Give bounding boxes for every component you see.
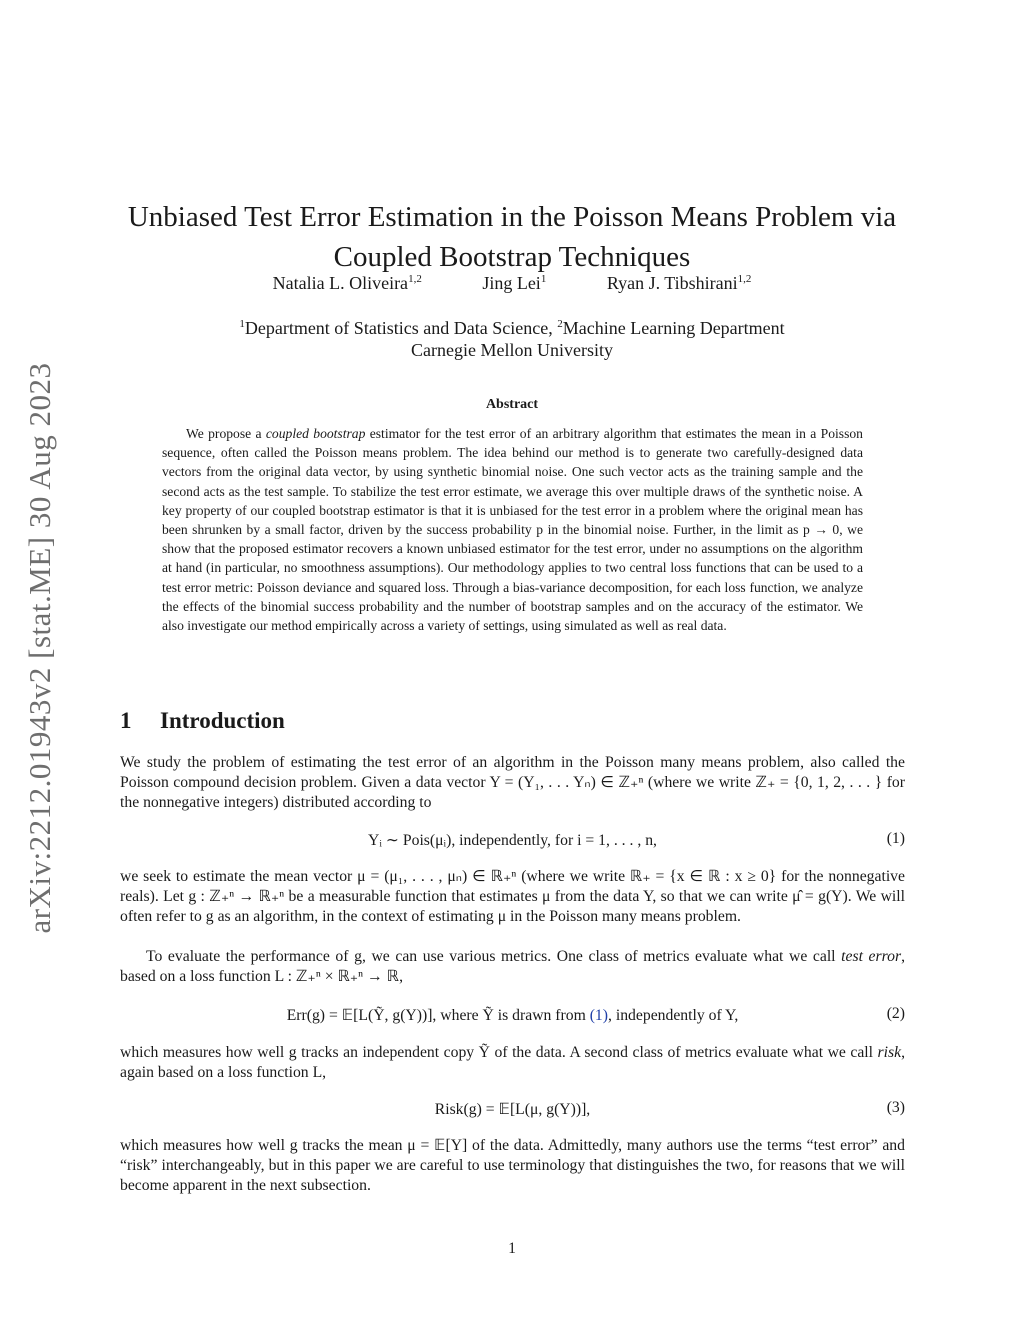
affiliations bbox=[100, 313, 924, 361]
paper-title bbox=[100, 197, 924, 277]
page-number: 1 bbox=[508, 1240, 516, 1257]
equation-3-number: (3) bbox=[886, 1099, 905, 1116]
equation-1-number: (1) bbox=[886, 830, 905, 847]
abstract-heading: Abstract bbox=[485, 397, 539, 412]
affiliation-dept-1: Department of Statistics and Data Science, bbox=[244, 318, 558, 338]
abstract-body bbox=[162, 424, 863, 635]
affiliation-dept-2: Machine Learning Department bbox=[562, 318, 785, 338]
equation-1-body: Yᵢ ∼ Pois(μᵢ), independently, for i = 1, . . . , n, bbox=[368, 832, 657, 849]
equation-3-body: Risk(g) = 𝔼[L(μ, g(Y))], bbox=[434, 1101, 591, 1118]
author-affiliation-sup: 1,2 bbox=[408, 273, 422, 285]
section-number: 1 bbox=[120, 708, 132, 733]
paragraph-3-text-1: To evaluate the performance of g, we can use various metrics. One class of metrics evaluate what we call bbox=[146, 948, 842, 965]
section-title: Introduction bbox=[160, 708, 285, 733]
title-line-2: Coupled Bootstrap Techniques bbox=[333, 241, 691, 274]
paragraph-1: We study the problem of estimating the test error of an algorithm in the Poisson many means problem, also called the Poisson compound decision problem. Given a data vector Y = (Y₁, . . . Yₙ) ∈ ℤ₊ⁿ (where we write ℤ₊ = {0, 1, 2, . . . } for the nonnegative integers) distributed according to bbox=[120, 754, 905, 811]
paragraph-4-text-1: which measures how well g tracks an independent copy Ỹ of the data. A second class of metrics evaluate what we call bbox=[120, 1044, 878, 1061]
arxiv-stamp: arXiv:2212.01943v2 [stat.ME] 30 Aug 2023 bbox=[22, 362, 57, 934]
paragraph-3-emphasis: test error bbox=[841, 948, 902, 965]
author-list bbox=[100, 273, 924, 294]
section-heading bbox=[120, 708, 285, 734]
paragraph-2: we seek to estimate the mean vector μ = (μ₁, . . . , μₙ) ∈ ℝ₊ⁿ (where we write ℝ₊ = {x ∈ ℝ : x ≥ 0} for the nonnegative reals). Let g : ℤ₊ⁿ → ℝ₊ⁿ be a measurable function that estimates μ from the data Y, so that we can write μ̂ = g(Y). We will often refer to g as an algorithm, in the context of estimating μ in the Poisson many means problem. bbox=[120, 868, 905, 925]
author-2 bbox=[482, 273, 546, 294]
author-3 bbox=[607, 273, 752, 294]
equation-2 bbox=[120, 1005, 905, 1027]
equation-3 bbox=[120, 1099, 905, 1121]
affiliation-departments bbox=[100, 313, 924, 339]
abstract-text-2: estimator for the test error of an arbitrary algorithm that estimates the mean in a Poisson sequence, often called the Poisson means problem. The idea behind our method is to generate two carefully-designed data vectors from the original data vector, by using synthetic binomial noise. One such vector acts as the training sample and the second acts as the test sample. To stabilize the test error estimate, we average this over multiple draws of the synthetic noise. A key property of our coupled bootstrap estimator is that it is unbiased for the test error in a problem where the original mean has been shrunken by a small factor, driven by the success probability p in the binomial noise. Further, in the limit as p → 0, we show that the proposed estimator recovers a known unbiased estimator for the test error, under no assumptions on the algorithm at hand (in particular, no smoothness assumptions). Our methodology applies to two central loss functions that can be used to a test error metric: Poisson deviance and squared loss. Through a bias-variance decomposition, for each loss function, we analyze the effects of the binomial success probability and the number of bootstrap samples and on the accuracy of the estimator. We also investigate our method empirically across a variety of settings, using simulated as well as real data. bbox=[162, 426, 863, 634]
abstract-emphasis: coupled bootstrap bbox=[265, 426, 366, 441]
abstract-text-1: We propose a bbox=[186, 426, 266, 441]
equation-2-text-2: , independently of Y, bbox=[608, 1007, 739, 1024]
equation-2-text-1: Err(g) = 𝔼[L(Ỹ, g(Y))], where Ỹ is drawn from bbox=[286, 1007, 590, 1024]
equation-2-number: (2) bbox=[886, 1005, 905, 1022]
author-name: Jing Lei bbox=[482, 273, 541, 293]
equation-1-reference-link[interactable]: (1) bbox=[589, 1007, 608, 1024]
paragraph-5: which measures how well g tracks the mean μ = 𝔼[Y] of the data. Admittedly, many authors use the terms “test error” and “risk” interchangeably, but in this paper we are careful to use terminology that distinguishes the two, for reasons that we will become apparent in the next subsection. bbox=[120, 1137, 905, 1194]
author-1 bbox=[273, 273, 422, 294]
author-name: Natalia L. Oliveira bbox=[272, 273, 409, 293]
paragraph-3 bbox=[120, 947, 905, 987]
equation-1 bbox=[120, 830, 905, 852]
equation-2-body bbox=[120, 1005, 905, 1025]
paragraph-4-emphasis: risk bbox=[877, 1044, 902, 1061]
paragraph-4-text-2: , again based on a loss function L, bbox=[120, 1044, 905, 1081]
author-affiliation-sup: 1,2 bbox=[737, 273, 752, 285]
title-line-1: Unbiased Test Error Estimation in the Poisson Means Problem via bbox=[127, 201, 897, 234]
affiliation-sup-1: 1 bbox=[239, 318, 245, 330]
paragraph-4 bbox=[120, 1043, 905, 1083]
paragraph-3-text-2: , based on a loss function L : ℤ₊ⁿ × ℝ₊ⁿ → ℝ, bbox=[120, 948, 905, 985]
author-affiliation-sup: 1 bbox=[540, 273, 547, 285]
affiliation-sup-2: 2 bbox=[557, 318, 563, 330]
author-name: Ryan J. Tibshirani bbox=[606, 273, 738, 293]
affiliation-university: Carnegie Mellon University bbox=[411, 340, 613, 360]
